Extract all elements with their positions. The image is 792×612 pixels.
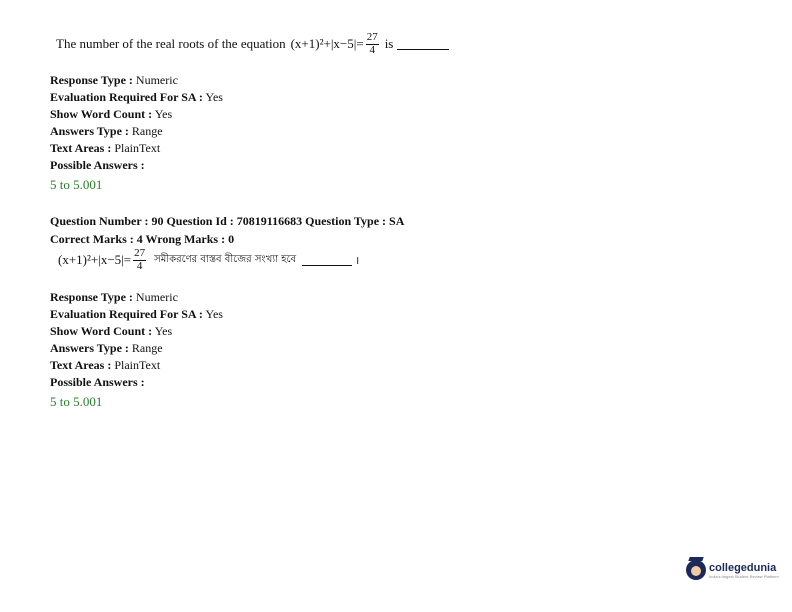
detail-label: Text Areas : [50, 358, 112, 372]
question-2-equation [58, 248, 148, 272]
detail-label: Possible Answers : [50, 158, 145, 172]
question-2-header [50, 212, 404, 248]
detail-row-answers-type [50, 340, 223, 357]
question-1-prefix: The number of the real roots of the equation [56, 36, 286, 52]
detail-value: Yes [205, 307, 223, 321]
question-1-details [50, 72, 223, 193]
answer-blank [397, 39, 449, 50]
fraction-denominator: 4 [136, 259, 143, 272]
detail-row-response-type [50, 72, 223, 89]
logo-tagline: India's largest Student Review Platform [709, 573, 779, 579]
sentence-end-mark: । [355, 253, 360, 267]
detail-value: Yes [205, 90, 223, 104]
detail-label: Evaluation Required For SA : [50, 307, 203, 321]
question-1-text [56, 32, 449, 56]
logo-name: collegedunia [709, 561, 777, 574]
marks-line: Correct Marks : 4 Wrong Marks : 0 [50, 232, 235, 246]
question-1-equation [291, 32, 381, 56]
detail-value: PlainText [114, 358, 161, 372]
fraction [133, 248, 146, 272]
equation-lhs: (x+1)²+|x−5|= [58, 252, 132, 268]
detail-row-text-areas [50, 140, 223, 157]
detail-value: Numeric [135, 73, 178, 87]
question-1-suffix: is [384, 36, 394, 52]
detail-label: Response Type : [50, 290, 133, 304]
detail-row-evaluation [50, 306, 223, 323]
possible-answer-range: 5 to 5.001 [50, 177, 103, 192]
detail-label: Evaluation Required For SA : [50, 90, 203, 104]
detail-row-answers-type [50, 123, 223, 140]
equation-lhs: (x+1)²+|x−5|= [290, 36, 364, 52]
detail-value: Range [131, 124, 163, 138]
question-2-details [50, 289, 223, 410]
question-2-text [58, 248, 359, 272]
question-meta-line: Question Number : 90 Question Id : 70819116683 Question Type : SA [50, 214, 405, 228]
detail-label: Text Areas : [50, 141, 112, 155]
detail-label: Response Type : [50, 73, 133, 87]
detail-label: Possible Answers : [50, 375, 145, 389]
detail-row-response-type [50, 289, 223, 306]
detail-row-word-count [50, 323, 223, 340]
detail-value: Yes [154, 324, 173, 338]
logo-text [709, 562, 779, 579]
fraction-numerator: 27 [134, 247, 146, 259]
detail-row-possible-answers [50, 374, 223, 391]
detail-label: Answers Type : [50, 341, 129, 355]
detail-row-word-count [50, 106, 223, 123]
detail-value: PlainText [114, 141, 161, 155]
detail-row-possible-answers [50, 157, 223, 174]
collegedunia-logo [686, 560, 779, 580]
fraction [366, 32, 379, 56]
detail-label: Show Word Count : [50, 324, 153, 338]
detail-value: Range [131, 341, 163, 355]
detail-row-text-areas [50, 357, 223, 374]
student-mascot-icon [686, 560, 706, 580]
detail-value: Numeric [135, 290, 178, 304]
detail-row-evaluation [50, 89, 223, 106]
fraction-numerator: 27 [366, 31, 378, 43]
answer-blank [302, 255, 352, 266]
detail-label: Answers Type : [50, 124, 129, 138]
fraction-denominator: 4 [369, 43, 375, 56]
detail-label: Show Word Count : [50, 107, 153, 121]
possible-answer-range: 5 to 5.001 [50, 394, 103, 409]
detail-value: Yes [154, 107, 173, 121]
bengali-question-text: সমীকরণের বাস্তব বীজের সংখ্যা হবে [154, 253, 297, 265]
